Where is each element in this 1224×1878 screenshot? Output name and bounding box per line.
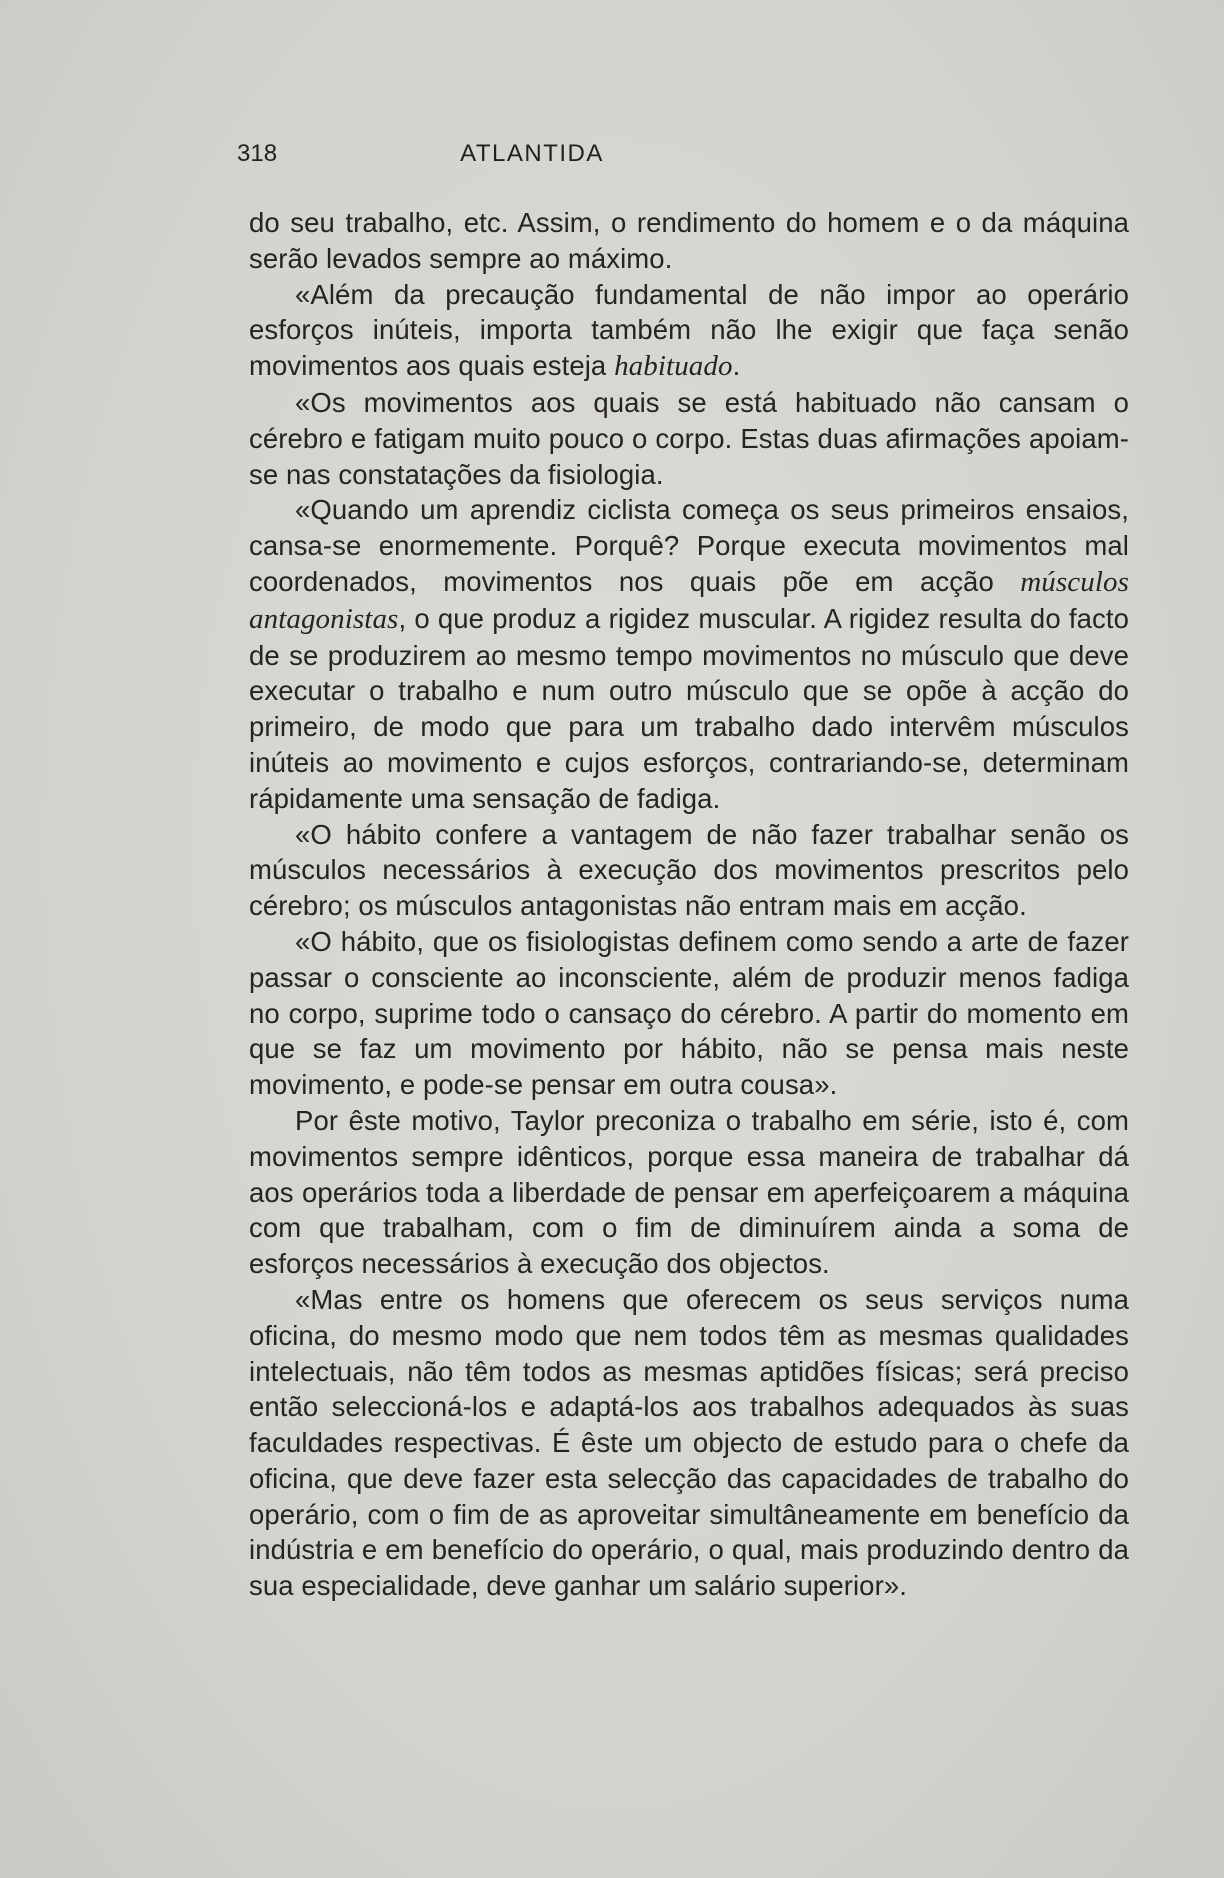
paragraph-2-text: «Além da precaução fundamental de não impor ao operário esforços inúteis, importa também não lhe exigir que faça senão movimentos aos quais esteja [249, 278, 1129, 382]
paragraph-2 [249, 277, 1129, 385]
body-text [249, 205, 1129, 1604]
paragraph-2-after: . [732, 350, 741, 382]
paragraph-2-italic: habituado [614, 350, 733, 383]
paragraph-6-text: «O hábito, que os fisiologistas definem como sendo a arte de fazer passar o consciente ao inconsciente, além de produzir menos fadiga no corpo, suprime todo o cansaço do cérebro. A partir do momento em que se faz um movimento por hábito, não se pensa mais neste movimento, e pode-se pensar em outra cousa». [249, 925, 1129, 1101]
paragraph-4 [249, 492, 1129, 816]
paragraph-1 [249, 205, 1129, 277]
running-title: ATLANTIDA [460, 140, 604, 167]
page-number: 318 [237, 140, 278, 167]
page-header [237, 140, 747, 180]
paragraph-6 [249, 924, 1129, 1103]
paragraph-4-text: «Quando um aprendiz ciclista começa os seus primeiros ensaios, cansa-se enormemente. Porquê? Porque executa movimentos mal coordenados, movimentos nos quais põe em acção [249, 494, 1129, 597]
paragraph-3-text: «Os movimentos aos quais se está habituado não cansam o cérebro e fatigam muito pouco o corpo. Estas duas afirmações apoiam-se nas constatações da fisiologia. [249, 386, 1129, 490]
paragraph-7 [249, 1103, 1129, 1282]
paragraph-3 [249, 385, 1129, 492]
paragraph-4-after: , o que produz a rigidez muscular. A rigidez resulta do facto de se produzirem ao mesmo tempo movimentos no músculo que deve executar o trabalho e num outro músculo que se opõe à acção do primeiro, de modo que para um trabalho dado intervêm músculos inúteis ao movimento e cujos esforços, contrariando-se, determinam rápidamente uma sensação de fadiga. [249, 602, 1129, 814]
paragraph-5-text: «O hábito confere a vantagem de não fazer trabalhar senão os músculos necessários à execução dos movimentos prescritos pelo cérebro; os músculos antagonistas não entram mais em acção. [249, 818, 1129, 922]
paragraph-4-italic: músculos antagonistas [249, 565, 1129, 635]
paragraph-7-text: Por êste motivo, Taylor preconiza o trabalho em série, isto é, com movimentos sempre idênticos, porque essa maneira de trabalhar dá aos operários toda a liberdade de pensar em aperfeiçoarem a máquina com que trabalham, com o fim de diminuírem ainda a soma de esforços necessários à execução dos objectos. [249, 1104, 1129, 1280]
paragraph-5 [249, 817, 1129, 924]
paragraph-1-text: do seu trabalho, etc. Assim, o rendimento do homem e o da máquina serão levados sempre ao máximo. [249, 207, 1129, 274]
paragraph-8 [249, 1282, 1129, 1604]
paragraph-8-text: «Mas entre os homens que oferecem os seus serviços numa oficina, do mesmo modo que nem todos têm as mesmas qualidades intelectuais, não têm todos as mesmas aptidões físicas; será preciso então seleccioná-los e adaptá-los aos trabalhos adequados às suas faculdades respectivas. É êste um objecto de estudo para o chefe da oficina, que deve fazer esta selecção das capacidades de trabalho do operário, com o fim de as aproveitar simultâneamente em benefício da indústria e em benefício do operário, o qual, mais produzindo dentro da sua especialidade, deve ganhar um salário superior». [249, 1283, 1129, 1602]
